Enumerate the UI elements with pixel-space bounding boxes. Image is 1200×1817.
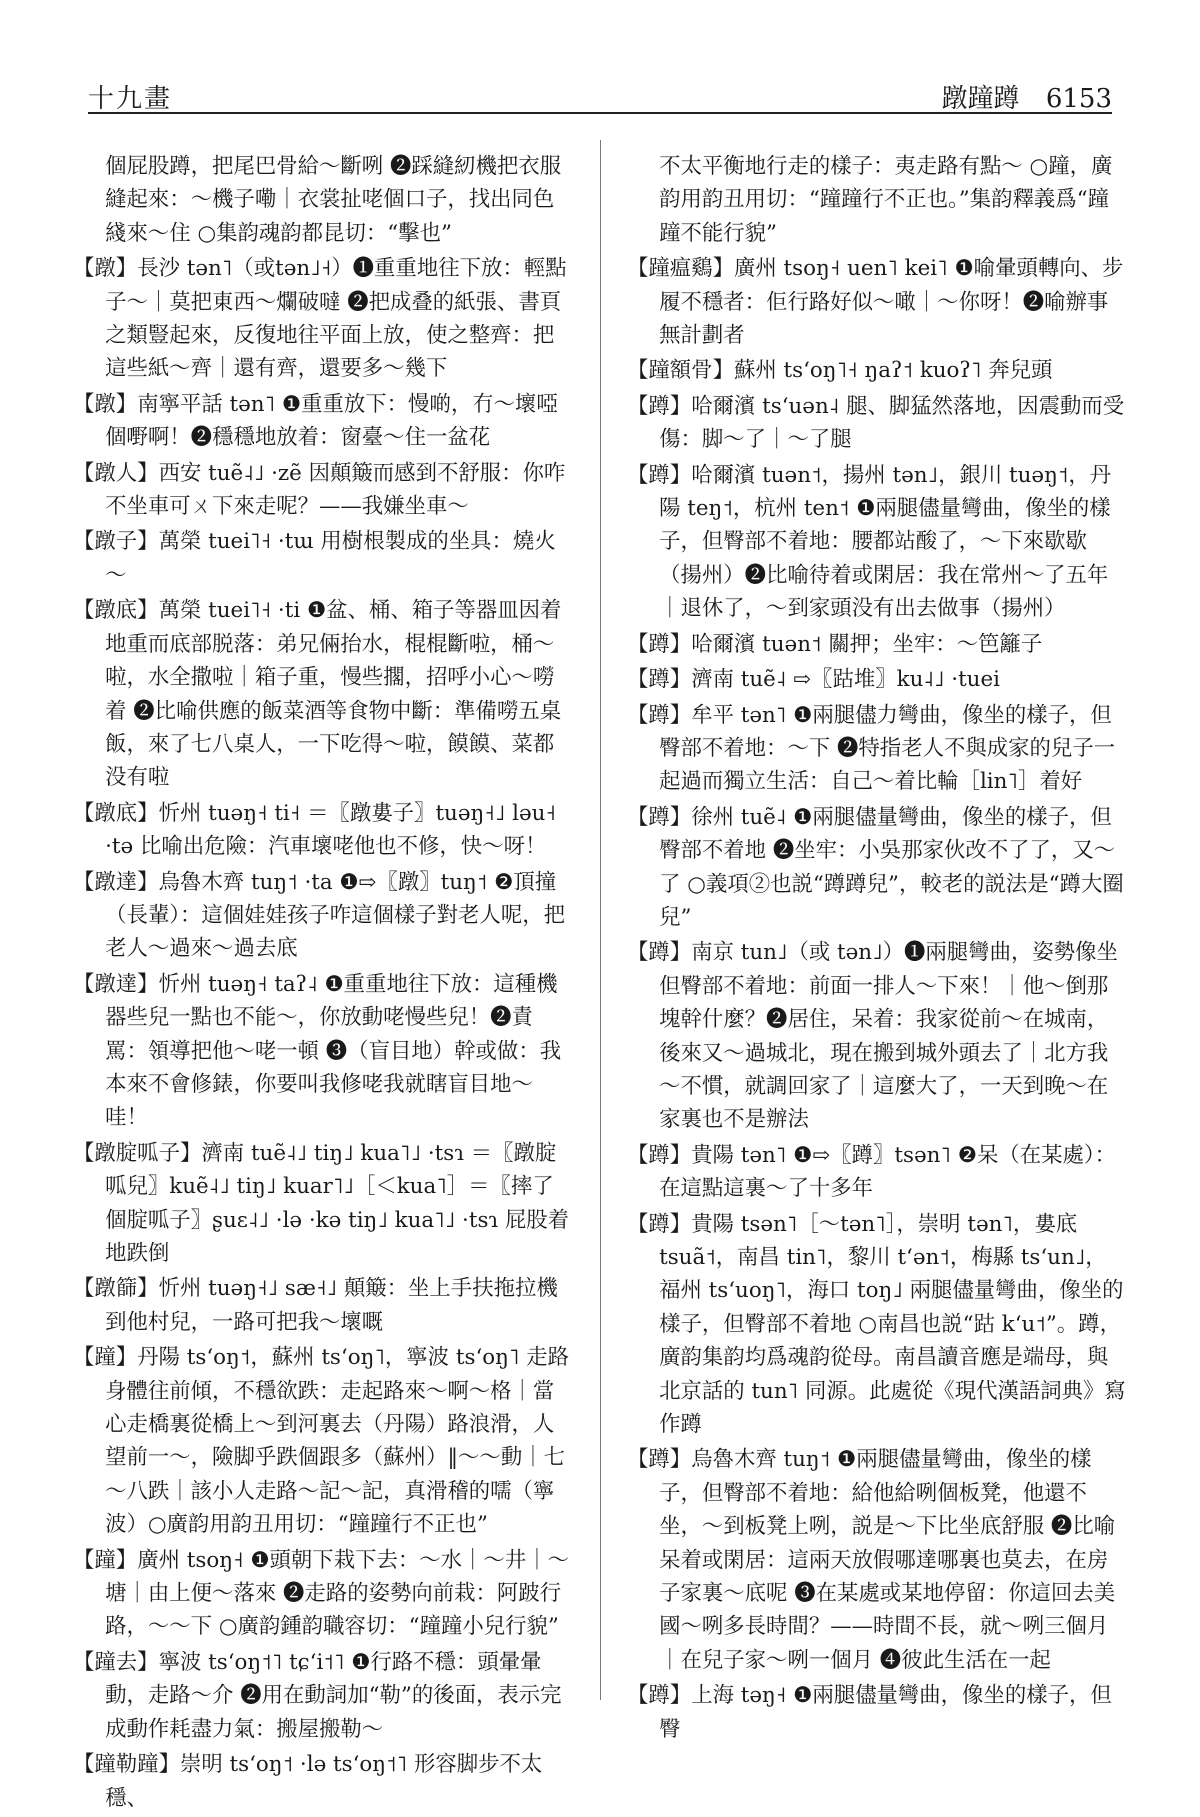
dictionary-entry (627, 459, 1127, 626)
entry-text: 蘇州 tsʻoŋ˥˧ ŋaʔ˦ kuoʔ˥ 奔兒頭 (733, 358, 1053, 384)
entry-text: 濟南 tuẽ˨˩ tiŋ˩ kua˥˩ ·tsɿ ＝〖蹾腚呱兒〗kuẽ˨˩ tiŋ˩ kuar˥˩［＜kua˥］＝〖摔了個腚呱子〗ʂuɛ˨˩ ·lə ·kə tiŋ˩ kua˥˩ ·tsɿ 屁股着地跌倒 (105, 1140, 570, 1266)
entry-text: 牟平 tən˥ ❶兩腿儘力彎曲，像坐的樣子，但臀部不着地：～下 ❷特指老人不與成家的兒子一起過而獨立生活：自己～着比輪［lin˥］着好 (659, 702, 1116, 795)
entry-text: 貴陽 tsən˥［～tən˥］，崇明 tən˥，婁底 tsuã˦，南昌 tin˥，黎川 tʻən˦，梅縣 tsʻun˩，福州 tsʻuoŋ˥，海口 toŋ˩ 兩腿儘量彎曲，像坐的樣子，但臀部不着地 ○南昌也説“跍 kʻu˦”。蹲，廣韵集韵均爲魂韵從母。南昌讀音應是端母，與北京話的 tun˥ 同源。此處從《現代漢語詞典》寫作蹲 (659, 1211, 1126, 1438)
dictionary-entry (627, 1443, 1127, 1677)
entry-headword: 【蹾底】 (73, 800, 159, 826)
dictionary-entry (627, 699, 1127, 799)
entry-text: 烏魯木齊 tuŋ˦ ·ta ❶⇨〖蹾〗tuŋ˦ ❷頂撞（長輩）：這個娃娃孩子咋這個樣子對老人呢，把老人～過來～過去底 (105, 869, 565, 962)
section-label: 十九畫 (88, 84, 173, 114)
entry-text: 哈爾濱 tuən˦，揚州 tən˩，銀川 tuəŋ˦，丹陽 teŋ˦，杭州 ten˦ ❶兩腿儘量彎曲，像坐的樣子，但臀部不着地：腰都站酸了，～下來歇歇（揚州）❷比喻待着或閑居：我在常州～了五年｜退休了，～到家頭没有出去做事（揚州） (659, 462, 1112, 622)
page-header (88, 70, 1112, 114)
dictionary-entry (73, 150, 573, 250)
entry-headword: 【蹱去】 (73, 1649, 159, 1675)
page-number: 6153 (1045, 84, 1112, 114)
dictionary-entry (73, 968, 573, 1135)
entry-text: 廣州 tsoŋ˧ uen˥ kei˥ ❶喻暈頭轉向、步履不穩者：佢行路好似～噉｜～你呀！❷喻辦事無計劃者 (659, 256, 1124, 349)
entry-text: 萬榮 tuei˥˧ ·tɯ 用樹根製成的坐具：燒火～ (105, 529, 556, 588)
dictionary-entry (73, 866, 573, 966)
entry-headword: 【蹾底】 (73, 598, 159, 624)
dictionary-entry (73, 1137, 573, 1271)
entry-headword: 【蹾子】 (73, 529, 159, 555)
dictionary-entry (627, 801, 1127, 935)
dictionary-entry (627, 1208, 1127, 1442)
dictionary-entry (73, 252, 573, 386)
dictionary-entry (627, 1139, 1127, 1206)
dictionary-entry (73, 1341, 573, 1541)
entry-text: 西安 tuẽ˨˩ ·zẽ 因顛簸而感到不舒服：你咋不坐車可ㄨ下來走呢？——我嫌坐車～ (105, 460, 566, 520)
dictionary-entry (73, 457, 573, 524)
dictionary-entry (73, 594, 573, 794)
entry-text: 哈爾濱 tsʻuən˨ 腿、脚猛然落地，因震動而受傷：脚～了｜～了腿 (659, 393, 1125, 453)
entry-text: 個屁股蹲，把尾巴骨給～斷咧 ❷踩縫紉機把衣服縫起來：～機子嘞｜衣裳扯咾個口子，找出同色綫來～住 ○集韵魂韵都昆切：“擊也” (105, 154, 562, 246)
column-divider (600, 140, 601, 1700)
entry-headword: 【蹲】 (627, 940, 692, 966)
entry-text: 不太平衡地行走的樣子：夷走路有點～ ○蹱，廣韵用韵丑用切：“蹱蹱行不正也。”集韵釋義爲“蹱蹱不能行貌” (659, 154, 1113, 246)
entry-headword: 【蹲】 (627, 1142, 692, 1168)
dictionary-entry (627, 628, 1127, 661)
entry-text: 烏魯木齊 tuŋ˦ ❶兩腿儘量彎曲，像坐的樣子，但臀部不着地：給他給咧個板凳，他還不坐，～到板凳上咧，説是～下比坐底舒服 ❷比喻呆着或閑居：這兩天放假哪達哪裏也莫去，在房子家裏～底呢 ❸在某處或某地停留：你這回去美國～咧多長時間？——時間不長，就～咧三個月｜在兒子家～咧一個月 ❹彼此生活在一起 (659, 1447, 1116, 1673)
dictionary-entry (627, 252, 1127, 352)
running-head-chars: 蹾蹱蹲 (941, 84, 1020, 114)
entry-headword: 【蹱】 (73, 1345, 138, 1371)
entry-headword: 【蹲】 (627, 804, 692, 830)
dictionary-entry (627, 936, 1127, 1136)
entry-text: 廣州 tsoŋ˧ ❶頭朝下栽下去：～水｜～井｜～塘｜由上便～落來 ❷走路的姿勢向前栽：阿跛行路，～～下 ○廣韵鍾韵職容切：“蹱蹱小兒行貌” (105, 1547, 569, 1640)
entry-text: 忻州 tuəŋ˧ taʔ˨ ❶重重地往下放：這種機器些兒一點也不能～，你放動咾慢些兒！❷責罵：領導把他～咾一頓 ❸（盲目地）幹或做：我本來不會修錶，你要叫我修咾我就瞎盲目地～哇！ (105, 971, 562, 1131)
entry-headword: 【蹲】 (627, 393, 692, 419)
entry-headword: 【蹲】 (627, 631, 692, 657)
entry-headword: 【蹲】 (627, 667, 692, 693)
entry-headword: 【蹲】 (627, 1447, 692, 1473)
entry-headword: 【蹾達】 (73, 971, 159, 997)
header-rule (88, 112, 1112, 114)
header-right (924, 78, 1112, 115)
entry-headword: 【蹲】 (627, 702, 692, 728)
dictionary-entry (627, 663, 1127, 696)
entry-headword: 【蹲】 (627, 462, 692, 488)
right-column (627, 150, 1127, 1748)
dictionary-entry (627, 1679, 1127, 1746)
entry-text: 濟南 tuẽ˨ ⇨〖跍堆〗ku˨˩ ·tuei (691, 667, 1000, 693)
dictionary-entry (627, 390, 1127, 457)
entry-headword: 【蹲】 (627, 1683, 692, 1709)
entry-text: 南京 tun˩（或 tən˩）❶兩腿彎曲，姿勢像坐但臀部不着地：前面一排人～下來！｜他～倒那塊幹什麼？❷居住，呆着：我家從前～在城南，後來又～過城北，現在搬到城外頭去了｜北方我～不慣，就調回家了｜這麼大了，一天到晚～在家裏也不是辦法 (659, 940, 1118, 1133)
entry-headword: 【蹾】 (73, 256, 138, 282)
entry-text: 丹陽 tsʻoŋ˦，蘇州 tsʻoŋ˥，寧波 tsʻoŋ˥ 走路身體往前傾，不穩欲跌：走起路來～啊～格｜當心走橋裏從橋上～到河裏去（丹陽）路浪滑，人望前一～，險脚乎跌個跟多（蘇州）‖～～動｜七～八跌｜該小人走路～記～記，真滑稽的嚅（寧波）○廣韵用韵丑用切：“蹱蹱行不正也” (105, 1345, 570, 1538)
entry-headword: 【蹱勒蹱】 (73, 1752, 180, 1778)
dictionary-entry (627, 354, 1127, 387)
entry-text: 長沙 tən˥（或tən˩˧）❶重重地往下放：輕點子～｜莫把東西～爛破噠 ❷把成叠的紙張、書頁之類豎起來，反復地往平面上放，使之整齊：把這些紙～齊｜還有齊，還要多～幾下 (105, 256, 567, 382)
entry-text: 寧波 tsʻoŋ˦˥ tɕʻi˦˥ ❶行路不穩：頭暈暈動，走路～介 ❷用在動詞加“勒”的後面，表示完成動作耗盡力氣：搬屋搬勒～ (105, 1649, 562, 1742)
entry-text: 貴陽 tən˥ ❶⇨〖蹲〗tsən˥ ❷呆（在某處）：在這點這裏～了十多年 (659, 1142, 1116, 1202)
entry-text: 崇明 tsʻoŋ˦ ·lə tsʻoŋ˦˥ 形容脚步不太穩、 (105, 1752, 543, 1811)
entry-headword: 【蹾】 (73, 391, 138, 417)
entry-text: 徐州 tuẽ˨ ❶兩腿儘量彎曲，像坐的樣子，但臀部不着地 ❷坐牢：小吳那家伙改不了了，又～了 ○義項②也説“蹲蹲兒”，較老的説法是“蹲大圈兒” (659, 804, 1124, 930)
entry-headword: 【蹾篩】 (73, 1276, 159, 1302)
entry-headword: 【蹾達】 (73, 869, 159, 895)
entry-text: 上海 təŋ˧ ❶兩腿儘量彎曲，像坐的樣子，但臀 (659, 1683, 1112, 1742)
left-column (73, 150, 573, 1817)
dictionary-entry (73, 525, 573, 592)
entry-text: 南寧平話 tən˥ ❶重重放下：慢啲，冇～壞啞個嘢啊！❷穩穩地放着：窗臺～住一盆花 (105, 391, 558, 451)
entry-text: 萬榮 tuei˥˧ ·ti ❶盆、桶、箱子等器皿因着地重而底部脱落：弟兄倆抬水，棍棍斷啦，桶～啦，水全撒啦｜箱子重，慢些擱，招呼小心～嘮着 ❷比喻供應的飯菜酒等食物中斷：準備嘮五桌飯，來了七八桌人，一下吃得～啦，饃饃、菜都没有啦 (105, 598, 562, 791)
entry-headword: 【蹾人】 (73, 460, 159, 486)
entry-headword: 【蹲】 (627, 1211, 692, 1237)
entry-headword: 【蹱瘟鷄】 (627, 256, 734, 282)
entry-headword: 【蹾腚呱子】 (73, 1140, 202, 1166)
entry-headword: 【蹱額骨】 (627, 358, 734, 384)
dictionary-entry (73, 797, 573, 864)
entry-text: 哈爾濱 tuən˦ 關押；坐牢：～笆籬子 (691, 631, 1043, 657)
dictionary-entry (73, 1544, 573, 1644)
entry-text: 忻州 tuəŋ˧˩ sæ˧˩ 顛簸：坐上手扶拖拉機到他村兒，一路可把我～壞嘅 (105, 1276, 558, 1335)
entry-text: 忻州 tuəŋ˧ ti˧ ＝〖蹾婁子〗tuəŋ˧˩ ləu˧ ·tə 比喻出危險：汽車壞咾他也不修，快～呀！ (105, 800, 556, 860)
dictionary-entry (73, 388, 573, 455)
dictionary-entry (627, 150, 1127, 250)
dictionary-entry (73, 1272, 573, 1339)
entry-headword: 【蹱】 (73, 1547, 138, 1573)
dictionary-entry (73, 1748, 573, 1815)
dictionary-entry (73, 1646, 573, 1746)
